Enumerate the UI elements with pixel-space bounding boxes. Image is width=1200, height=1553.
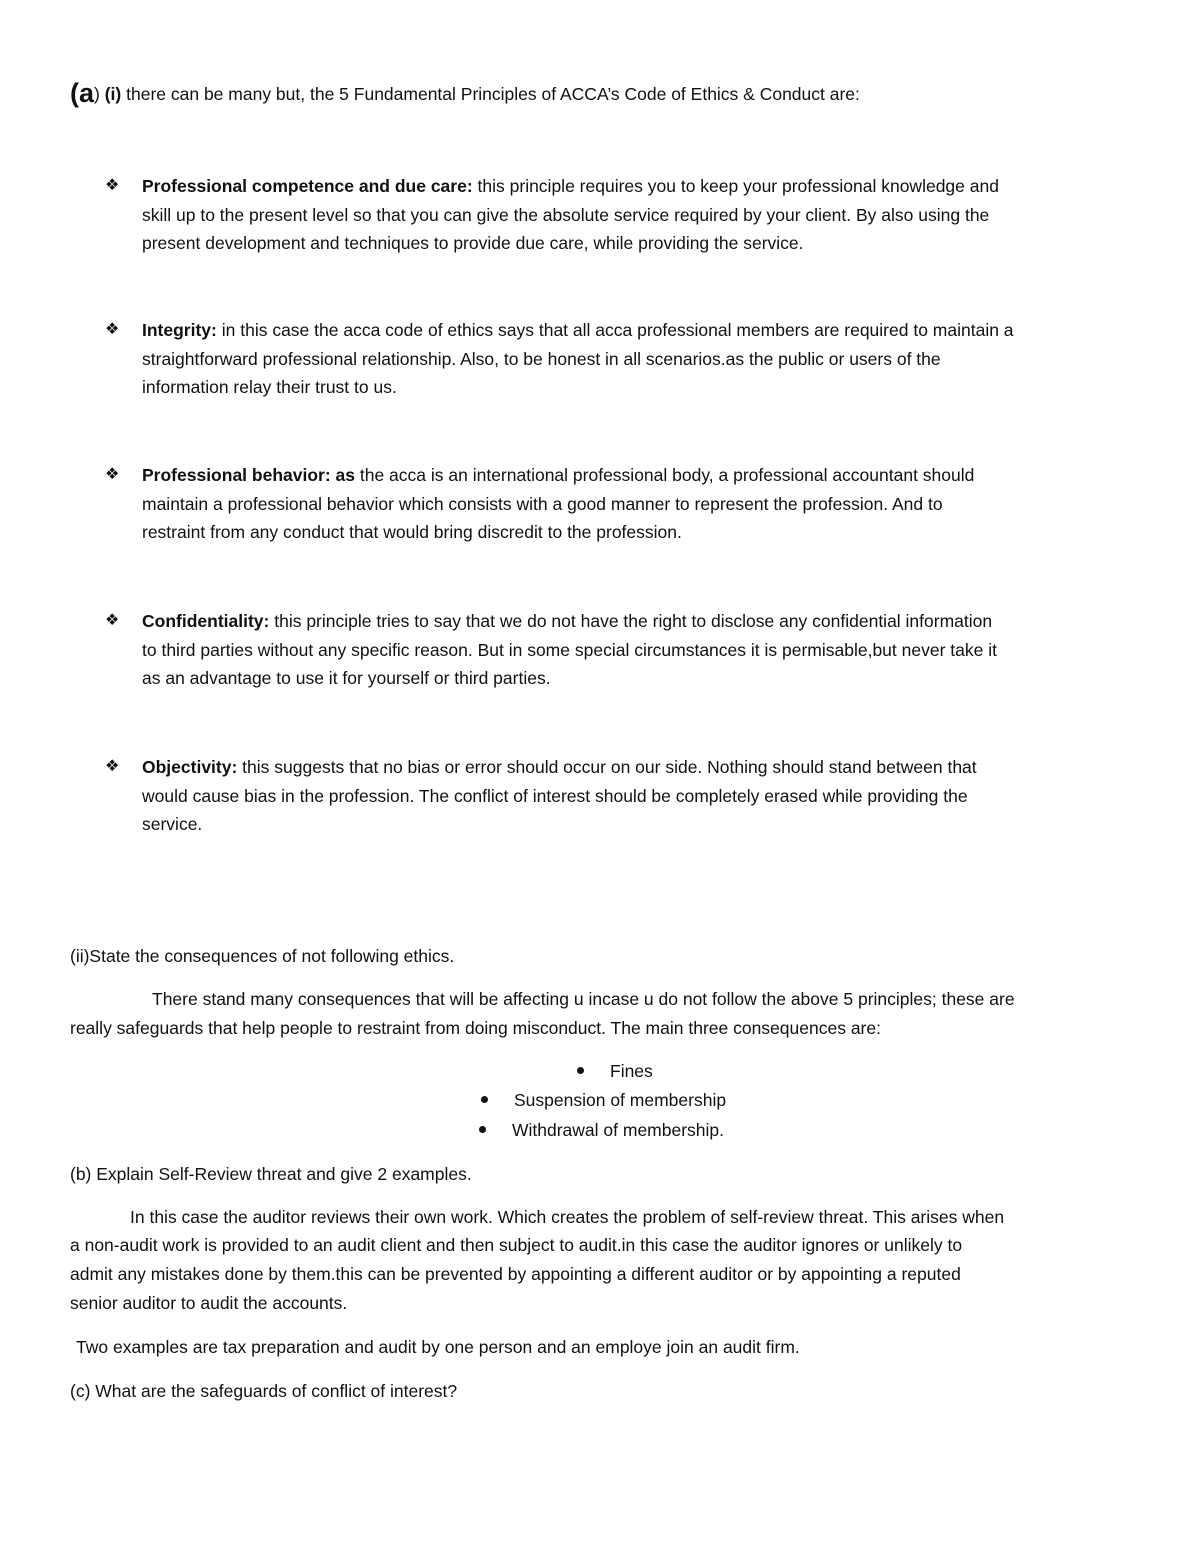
principle-text: this principle tries to say that we do not have the right to disclose any confidential information [269,611,993,631]
diamond-bullet-icon: ❖ [105,466,120,483]
principle-text: restraint from any conduct that would bring discredit to the profession. [142,522,682,542]
section-a-ii-answer-line: really safeguards that help people to restraint from doing misconduct. The main three consequences are: [70,1018,881,1038]
diamond-bullet-icon: ❖ [105,758,120,775]
principle-term: Objectivity: [142,757,238,777]
principle-text: as an advantage to use it for yourself or third parties. [142,668,551,688]
section-b-question: (b) Explain Self-Review threat and give 2 examples. [70,1164,472,1184]
section-a-i-label: (i) [104,84,122,104]
section-a-label: (a [70,78,95,108]
principle-text: maintain a professional behavior which consists with a good manner to represent the profession. And to [142,493,943,514]
diamond-bullet-icon: ❖ [105,321,120,338]
section-b-examples: Two examples are tax preparation and audit by one person and an employe join an audit firm. [76,1337,800,1357]
consequence-text: Fines [610,1061,653,1081]
section-a-ii-answer-line: There stand many consequences that will be affecting u incase u do not follow the above 5 principles; these are [152,989,1015,1009]
principle-text: information relay their trust to us. [142,377,397,397]
principle-text: would cause bias in the profession. The conflict of interest should be completely erased while providing the [142,785,968,806]
section-a-label-paren: ) [94,84,100,104]
principle-text: skill up to the present level so that you can give the absolute service required by your client. By also using the [142,204,990,225]
section-a-intro: there can be many but, the 5 Fundamental Principles of ACCA’s Code of Ethics & Conduct are: [126,84,860,104]
consequence-item [479,1116,724,1145]
consequence-text: Withdrawal of membership. [512,1120,725,1140]
section-b-answer-line: In this case the auditor reviews their own work. Which creates the problem of self-review threat. This arises when [130,1207,1005,1227]
principle-term: Professional behavior: as [142,465,355,485]
principle-text: present development and techniques to provide due care, while providing the service. [142,233,804,253]
consequence-text: Suspension of membership [514,1090,727,1110]
bullet-dot-icon [481,1096,488,1103]
principle-term: Professional competence and due care: [142,176,473,196]
consequence-item [577,1057,653,1086]
bullet-dot-icon [577,1067,584,1074]
section-b-answer-line: a non-audit work is provided to an audit client and then subject to audit.in this case the auditor ignores or unlikely to [70,1235,963,1255]
diamond-bullet-icon: ❖ [105,612,120,629]
diamond-bullet-icon: ❖ [105,177,120,194]
section-c-question: (c) What are the safeguards of conflict of interest? [70,1381,458,1401]
principle-text: straightforward professional relationship. Also, to be honest in all scenarios.as the public or users of the [142,348,941,369]
section-a-heading [70,78,860,109]
principle-text: the acca is an international professional body, a professional accountant should [355,465,975,485]
section-b-answer-line: senior auditor to audit the accounts. [70,1293,348,1313]
section-a-ii-question: (ii)State the consequences of not following ethics. [70,946,455,966]
principle-text: service. [142,814,203,834]
bullet-dot-icon [479,1126,486,1133]
principle-text: in this case the acca code of ethics says that all acca professional members are required to maintain a [216,320,1014,340]
section-b-answer-line: admit any mistakes done by them.this can be prevented by appointing a different auditor or by appointing a reputed [70,1264,961,1284]
principle-text: this principle requires you to keep your professional knowledge and [472,176,999,196]
principle-term: Integrity: [142,320,217,340]
principle-term: Confidentiality: [142,611,270,631]
principle-text: this suggests that no bias or error should occur on our side. Nothing should stand between that [237,757,977,777]
principle-text: to third parties without any specific reason. But in some special circumstances it is permisable,but never take it [142,639,997,660]
consequence-item [481,1086,726,1115]
